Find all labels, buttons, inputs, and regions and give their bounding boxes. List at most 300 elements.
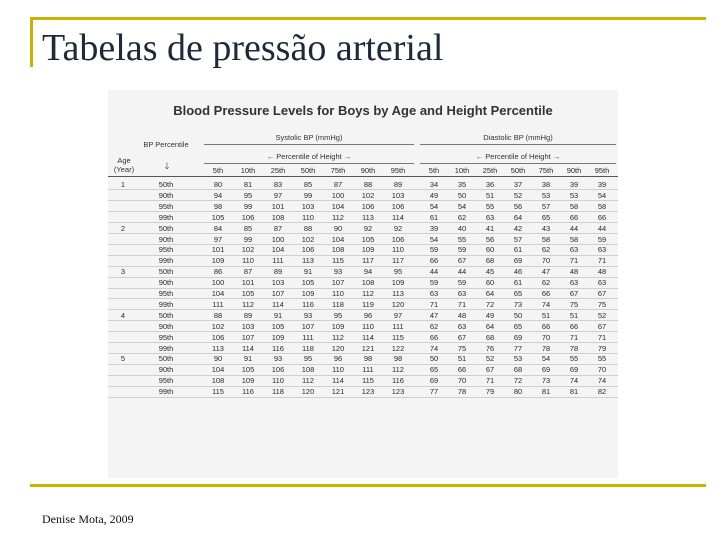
diastolic-value-cell: 77: [429, 387, 439, 397]
diastolic-value-cell: 79: [485, 387, 495, 397]
diastolic-value-cell: 44: [429, 267, 439, 277]
systolic-value-cell: 99: [243, 201, 253, 211]
systolic-value-cell: 115: [362, 376, 374, 386]
systolic-value-cell: 94: [363, 267, 373, 277]
diastolic-value-cell: 63: [457, 289, 467, 298]
diastolic-value-cell: 82: [597, 387, 607, 397]
diastolic-value-cell: 64: [485, 321, 495, 331]
diastolic-value-cell: 57: [513, 234, 523, 244]
systolic-value-cell: 110: [332, 365, 344, 375]
diastolic-value-cell: 59: [429, 278, 439, 288]
bp-percentile-cell: 50th: [158, 180, 174, 189]
diastolic-value-cell: 67: [485, 365, 495, 375]
diastolic-value-cell: 65: [429, 365, 439, 375]
diastolic-value-cell: 42: [513, 223, 523, 233]
diastolic-value-cell: 46: [513, 267, 523, 277]
diastolic-value-cell: 75: [569, 299, 579, 309]
systolic-value-cell: 105: [241, 365, 255, 375]
diastolic-value-cell: 78: [541, 343, 551, 353]
systolic-value-cell: 105: [361, 234, 375, 244]
bp-percentile-cell: 90th: [158, 190, 174, 200]
diastolic-value-cell: 51: [569, 310, 579, 320]
systolic-value-cell: 101: [211, 245, 225, 255]
systolic-value-cell: 103: [391, 190, 405, 200]
systolic-value-cell: 104: [211, 289, 225, 298]
bp-percentile-cell: 90th: [158, 234, 174, 244]
sys-height-header: 75th: [330, 166, 346, 175]
dia-height-header: 10th: [454, 166, 470, 175]
bp-percentile-cell: 95th: [158, 245, 174, 255]
systolic-value-cell: 94: [213, 190, 223, 200]
systolic-value-cell: 106: [391, 234, 405, 244]
diastolic-value-cell: 56: [513, 201, 523, 211]
systolic-value-cell: 108: [331, 245, 345, 255]
diastolic-value-cell: 75: [597, 299, 607, 309]
systolic-value-cell: 104: [331, 234, 345, 244]
diastolic-value-cell: 49: [429, 190, 439, 200]
diastolic-value-cell: 35: [457, 180, 467, 189]
diastolic-value-cell: 81: [541, 387, 551, 397]
diastolic-value-cell: 54: [429, 201, 439, 211]
systolic-value-cell: 109: [241, 376, 255, 386]
diastolic-value-cell: 58: [569, 201, 579, 211]
diastolic-value-cell: 75: [457, 343, 467, 353]
systolic-value-cell: 123: [391, 387, 405, 397]
diastolic-value-cell: 65: [513, 321, 523, 331]
diastolic-value-cell: 67: [597, 321, 607, 331]
sys-height-header: 5th: [212, 166, 224, 175]
dia-height-header: 25th: [482, 166, 498, 175]
diastolic-value-cell: 66: [429, 256, 439, 266]
systolic-value-cell: 115: [332, 256, 344, 266]
systolic-value-cell: 113: [212, 343, 224, 353]
frame-top-rule: [30, 17, 706, 20]
systolic-value-cell: 114: [392, 212, 404, 222]
diastolic-value-cell: 66: [457, 365, 467, 375]
systolic-value-cell: 102: [361, 190, 375, 200]
systolic-value-cell: 112: [392, 365, 404, 375]
diastolic-value-cell: 66: [541, 289, 551, 298]
diastolic-value-cell: 63: [597, 278, 607, 288]
systolic-value-cell: 114: [332, 376, 344, 386]
diastolic-value-cell: 74: [429, 343, 439, 353]
systolic-value-cell: 107: [241, 332, 255, 342]
diastolic-value-cell: 78: [457, 387, 467, 397]
systolic-value-cell: 80: [213, 180, 223, 189]
diastolic-value-cell: 34: [429, 180, 439, 189]
diastolic-value-cell: 58: [597, 201, 607, 211]
diastolic-value-cell: 53: [541, 190, 551, 200]
diastolic-value-cell: 73: [513, 299, 523, 309]
diastolic-value-cell: 76: [485, 343, 495, 353]
diastolic-value-cell: 37: [513, 180, 523, 189]
systolic-header-rule: [204, 144, 414, 145]
bp-percentile-cell: 99th: [158, 299, 174, 309]
diastolic-value-cell: 55: [485, 201, 495, 211]
age-cell: 5: [120, 354, 126, 364]
diastolic-value-cell: 52: [597, 310, 607, 320]
diastolic-value-cell: 70: [541, 332, 551, 342]
systolic-value-cell: 120: [391, 299, 405, 309]
systolic-value-cell: 96: [333, 354, 343, 364]
systolic-value-cell: 90: [213, 354, 223, 364]
diastolic-value-cell: 47: [541, 267, 551, 277]
diastolic-value-cell: 53: [569, 190, 579, 200]
diastolic-value-cell: 56: [485, 234, 495, 244]
diastolic-value-cell: 61: [513, 245, 523, 255]
diastolic-value-cell: 54: [597, 190, 607, 200]
systolic-value-cell: 100: [211, 278, 225, 288]
diastolic-value-cell: 66: [569, 321, 579, 331]
diastolic-value-cell: 62: [541, 278, 551, 288]
systolic-value-cell: 110: [242, 256, 254, 266]
diastolic-value-cell: 39: [597, 180, 607, 189]
diastolic-value-cell: 40: [457, 223, 467, 233]
diastolic-value-cell: 51: [457, 354, 467, 364]
diastolic-value-cell: 68: [485, 256, 495, 266]
systolic-value-cell: 120: [301, 387, 315, 397]
footer-credit: Denise Mota, 2009: [42, 512, 134, 526]
systolic-value-cell: 105: [241, 289, 255, 298]
systolic-value-cell: 98: [363, 354, 373, 364]
systolic-value-cell: 88: [363, 180, 373, 189]
age-cell: 3: [120, 267, 126, 277]
systolic-value-cell: 116: [272, 343, 284, 353]
diastolic-value-cell: 59: [457, 245, 467, 255]
systolic-value-cell: 97: [393, 310, 403, 320]
diastolic-value-cell: 71: [597, 332, 607, 342]
diastolic-value-cell: 78: [569, 343, 579, 353]
systolic-value-cell: 87: [273, 223, 283, 233]
diastolic-value-cell: 55: [457, 234, 467, 244]
systolic-value-cell: 98: [393, 354, 403, 364]
diastolic-value-cell: 74: [541, 299, 551, 309]
diastolic-value-cell: 57: [541, 201, 551, 211]
bp-percentile-cell: 50th: [158, 223, 174, 233]
diastolic-value-cell: 38: [541, 180, 551, 189]
systolic-value-cell: 95: [303, 354, 313, 364]
systolic-value-cell: 111: [302, 332, 314, 342]
systolic-value-cell: 88: [303, 223, 313, 233]
systolic-value-cell: 84: [213, 223, 223, 233]
bp-percentile-cell: 99th: [158, 212, 174, 222]
systolic-value-cell: 118: [272, 387, 284, 397]
systolic-value-cell: 85: [243, 223, 253, 233]
systolic-value-cell: 93: [333, 267, 343, 277]
diastolic-value-cell: 63: [457, 321, 467, 331]
systolic-value-cell: 109: [361, 245, 375, 255]
systolic-value-cell: 116: [302, 299, 314, 309]
diastolic-value-cell: 63: [569, 278, 579, 288]
systolic-value-cell: 115: [392, 332, 404, 342]
diastolic-value-cell: 67: [597, 289, 607, 298]
diastolic-value-cell: 64: [485, 289, 495, 298]
diastolic-value-cell: 52: [485, 354, 495, 364]
systolic-value-cell: 87: [243, 267, 253, 277]
diastolic-value-cell: 63: [429, 289, 439, 298]
systolic-value-cell: 116: [392, 376, 404, 386]
systolic-value-cell: 112: [332, 332, 344, 342]
diastolic-value-cell: 74: [597, 376, 607, 386]
systolic-value-cell: 91: [243, 354, 253, 364]
diastolic-value-cell: 71: [597, 256, 607, 266]
diastolic-percentile-of-height: ← Percentile of Height →: [475, 152, 561, 161]
systolic-value-cell: 106: [211, 332, 225, 342]
systolic-value-cell: 105: [301, 278, 315, 288]
systolic-value-cell: 102: [211, 321, 225, 331]
table-title: Blood Pressure Levels for Boys by Age and Height Percentile: [173, 103, 553, 118]
bp-percentile-cell: 90th: [158, 365, 174, 375]
systolic-percentile-of-height: ← Percentile of Height →: [266, 152, 352, 161]
diastolic-value-cell: 36: [485, 180, 495, 189]
diastolic-value-cell: 54: [457, 201, 467, 211]
systolic-value-cell: 114: [272, 299, 284, 309]
diastolic-value-cell: 51: [541, 310, 551, 320]
systolic-value-cell: 113: [362, 212, 374, 222]
bp-percentile-cell: 99th: [158, 343, 174, 353]
systolic-value-cell: 110: [362, 321, 374, 331]
systolic-value-cell: 104: [211, 365, 225, 375]
diastolic-value-cell: 67: [569, 289, 579, 298]
dia-height-header: 90th: [566, 166, 582, 175]
systolic-value-cell: 110: [302, 212, 314, 222]
diastolic-value-cell: 50: [457, 190, 467, 200]
diastolic-value-cell: 68: [513, 365, 523, 375]
systolic-value-cell: 121: [331, 387, 345, 397]
slide-title: Tabelas de pressão arterial: [42, 27, 444, 69]
bp-percentile-cell: 50th: [158, 267, 174, 277]
dia-height-header: 95th: [594, 166, 610, 175]
systolic-value-cell: 81: [243, 180, 253, 189]
diastolic-value-cell: 69: [569, 365, 579, 375]
bp-percentile-header: BP Percentile: [143, 140, 189, 149]
diastolic-value-cell: 66: [569, 212, 579, 222]
systolic-value-cell: 106: [271, 365, 285, 375]
diastolic-value-cell: 60: [485, 278, 495, 288]
diastolic-value-cell: 61: [429, 212, 439, 222]
systolic-value-cell: 109: [271, 332, 285, 342]
diastolic-value-cell: 66: [429, 332, 439, 342]
bp-percentile-cell: 95th: [158, 289, 174, 298]
diastolic-value-cell: 55: [569, 354, 579, 364]
diastolic-value-cell: 72: [513, 376, 523, 386]
diastolic-value-cell: 52: [513, 190, 523, 200]
diastolic-header-rule: [420, 144, 616, 145]
systolic-value-cell: 109: [211, 256, 225, 266]
systolic-value-cell: 93: [303, 310, 313, 320]
systolic-value-cell: 112: [362, 289, 374, 298]
systolic-value-cell: 106: [361, 201, 375, 211]
systolic-value-cell: 85: [303, 180, 313, 189]
diastolic-value-cell: 70: [597, 365, 607, 375]
systolic-value-cell: 105: [211, 212, 225, 222]
diastolic-value-cell: 50: [429, 354, 439, 364]
diastolic-percentile-rule: [420, 163, 616, 164]
diastolic-value-cell: 62: [429, 321, 439, 331]
diastolic-value-cell: 41: [485, 223, 495, 233]
bp-percentile-cell: 95th: [158, 201, 174, 211]
diastolic-value-cell: 62: [541, 245, 551, 255]
systolic-value-cell: 107: [331, 278, 345, 288]
diastolic-value-cell: 50: [513, 310, 523, 320]
systolic-value-cell: 108: [271, 212, 285, 222]
systolic-value-cell: 110: [392, 245, 404, 255]
bp-percentile-cell: 99th: [158, 387, 174, 397]
systolic-value-cell: 97: [273, 190, 283, 200]
systolic-value-cell: 118: [332, 299, 344, 309]
bp-percentile-cell: 95th: [158, 376, 174, 386]
diastolic-value-cell: 68: [485, 332, 495, 342]
row-divider: [108, 397, 618, 398]
systolic-value-cell: 103: [301, 201, 315, 211]
systolic-value-cell: 111: [362, 365, 374, 375]
diastolic-value-cell: 39: [569, 180, 579, 189]
systolic-value-cell: 100: [331, 190, 345, 200]
systolic-value-cell: 106: [301, 245, 315, 255]
systolic-value-cell: 111: [272, 256, 284, 266]
diastolic-value-cell: 71: [569, 332, 579, 342]
systolic-value-cell: 98: [213, 201, 223, 211]
age-header: Age (Year): [113, 156, 135, 174]
systolic-value-cell: 113: [392, 289, 404, 298]
diastolic-value-cell: 53: [513, 354, 523, 364]
systolic-value-cell: 103: [241, 321, 255, 331]
systolic-value-cell: 88: [213, 310, 223, 320]
bp-percentile-cell: 50th: [158, 354, 174, 364]
diastolic-value-cell: 54: [429, 234, 439, 244]
systolic-value-cell: 95: [333, 310, 343, 320]
systolic-value-cell: 89: [243, 310, 253, 320]
diastolic-value-cell: 79: [597, 343, 607, 353]
diastolic-value-cell: 67: [457, 332, 467, 342]
diastolic-value-cell: 71: [429, 299, 439, 309]
diastolic-value-cell: 70: [541, 256, 551, 266]
diastolic-value-cell: 63: [485, 212, 495, 222]
systolic-value-cell: 103: [271, 278, 285, 288]
diastolic-value-cell: 58: [569, 234, 579, 244]
systolic-value-cell: 107: [271, 289, 285, 298]
diastolic-header: Diastolic BP (mmHg): [483, 133, 553, 142]
diastolic-value-cell: 72: [485, 299, 495, 309]
diastolic-value-cell: 48: [569, 267, 579, 277]
dia-height-header: 50th: [510, 166, 526, 175]
systolic-value-cell: 102: [301, 234, 315, 244]
systolic-header: Systolic BP (mmHg): [275, 133, 343, 142]
systolic-percentile-rule: [204, 163, 414, 164]
systolic-value-cell: 97: [213, 234, 223, 244]
systolic-value-cell: 92: [393, 223, 403, 233]
systolic-value-cell: 106: [241, 212, 255, 222]
diastolic-value-cell: 70: [457, 376, 467, 386]
systolic-value-cell: 104: [271, 245, 285, 255]
systolic-value-cell: 120: [331, 343, 345, 353]
diastolic-value-cell: 54: [541, 354, 551, 364]
systolic-value-cell: 122: [391, 343, 405, 353]
diastolic-value-cell: 45: [485, 267, 495, 277]
systolic-value-cell: 113: [302, 256, 314, 266]
diastolic-value-cell: 58: [541, 234, 551, 244]
systolic-value-cell: 117: [392, 256, 404, 266]
bp-percentile-cell: 90th: [158, 278, 174, 288]
bp-percentile-cell: 50th: [158, 310, 174, 320]
systolic-value-cell: 110: [332, 289, 344, 298]
arrow-down-icon: 🡓: [164, 161, 170, 171]
systolic-value-cell: 111: [212, 299, 224, 309]
systolic-value-cell: 102: [241, 245, 255, 255]
diastolic-value-cell: 44: [457, 267, 467, 277]
systolic-value-cell: 95: [243, 190, 253, 200]
systolic-value-cell: 93: [273, 354, 283, 364]
diastolic-value-cell: 44: [597, 223, 607, 233]
diastolic-value-cell: 39: [429, 223, 439, 233]
diastolic-value-cell: 65: [513, 289, 523, 298]
diastolic-value-cell: 59: [429, 245, 439, 255]
frame-bottom-rule: [30, 484, 706, 487]
diastolic-value-cell: 62: [457, 212, 467, 222]
systolic-value-cell: 101: [271, 201, 285, 211]
systolic-value-cell: 112: [302, 376, 314, 386]
systolic-value-cell: 91: [273, 310, 283, 320]
systolic-value-cell: 86: [213, 267, 223, 277]
systolic-value-cell: 115: [212, 387, 224, 397]
bp-percentile-cell: 90th: [158, 321, 174, 331]
systolic-value-cell: 95: [393, 267, 403, 277]
systolic-value-cell: 104: [331, 201, 345, 211]
diastolic-value-cell: 74: [569, 376, 579, 386]
bp-percentile-cell: 95th: [158, 332, 174, 342]
diastolic-value-cell: 69: [429, 376, 439, 386]
systolic-value-cell: 123: [361, 387, 375, 397]
systolic-value-cell: 83: [273, 180, 283, 189]
systolic-value-cell: 106: [391, 201, 405, 211]
diastolic-value-cell: 48: [457, 310, 467, 320]
diastolic-value-cell: 63: [597, 245, 607, 255]
sys-height-header: 95th: [390, 166, 406, 175]
systolic-value-cell: 109: [301, 289, 315, 298]
systolic-value-cell: 111: [392, 321, 404, 331]
diastolic-value-cell: 71: [569, 256, 579, 266]
diastolic-value-cell: 65: [541, 212, 551, 222]
systolic-value-cell: 90: [333, 223, 343, 233]
diastolic-value-cell: 63: [569, 245, 579, 255]
diastolic-value-cell: 77: [513, 343, 523, 353]
diastolic-value-cell: 60: [485, 245, 495, 255]
diastolic-value-cell: 69: [513, 332, 523, 342]
systolic-value-cell: 91: [303, 267, 313, 277]
systolic-value-cell: 112: [332, 212, 344, 222]
header-bottom-rule: [108, 176, 618, 177]
diastolic-value-cell: 43: [541, 223, 551, 233]
diastolic-value-cell: 59: [597, 234, 607, 244]
systolic-value-cell: 107: [301, 321, 315, 331]
frame-left-rule: [30, 17, 33, 67]
systolic-value-cell: 89: [273, 267, 283, 277]
diastolic-value-cell: 66: [597, 212, 607, 222]
systolic-value-cell: 108: [301, 365, 315, 375]
diastolic-value-cell: 69: [513, 256, 523, 266]
dia-height-header: 5th: [428, 166, 440, 175]
diastolic-value-cell: 51: [485, 190, 495, 200]
systolic-value-cell: 99: [303, 190, 313, 200]
systolic-value-cell: 108: [211, 376, 225, 386]
diastolic-value-cell: 71: [485, 376, 495, 386]
systolic-value-cell: 100: [271, 234, 285, 244]
dia-height-header: 75th: [538, 166, 554, 175]
systolic-value-cell: 99: [243, 234, 253, 244]
diastolic-value-cell: 59: [457, 278, 467, 288]
diastolic-value-cell: 80: [513, 387, 523, 397]
systolic-value-cell: 109: [391, 278, 405, 288]
